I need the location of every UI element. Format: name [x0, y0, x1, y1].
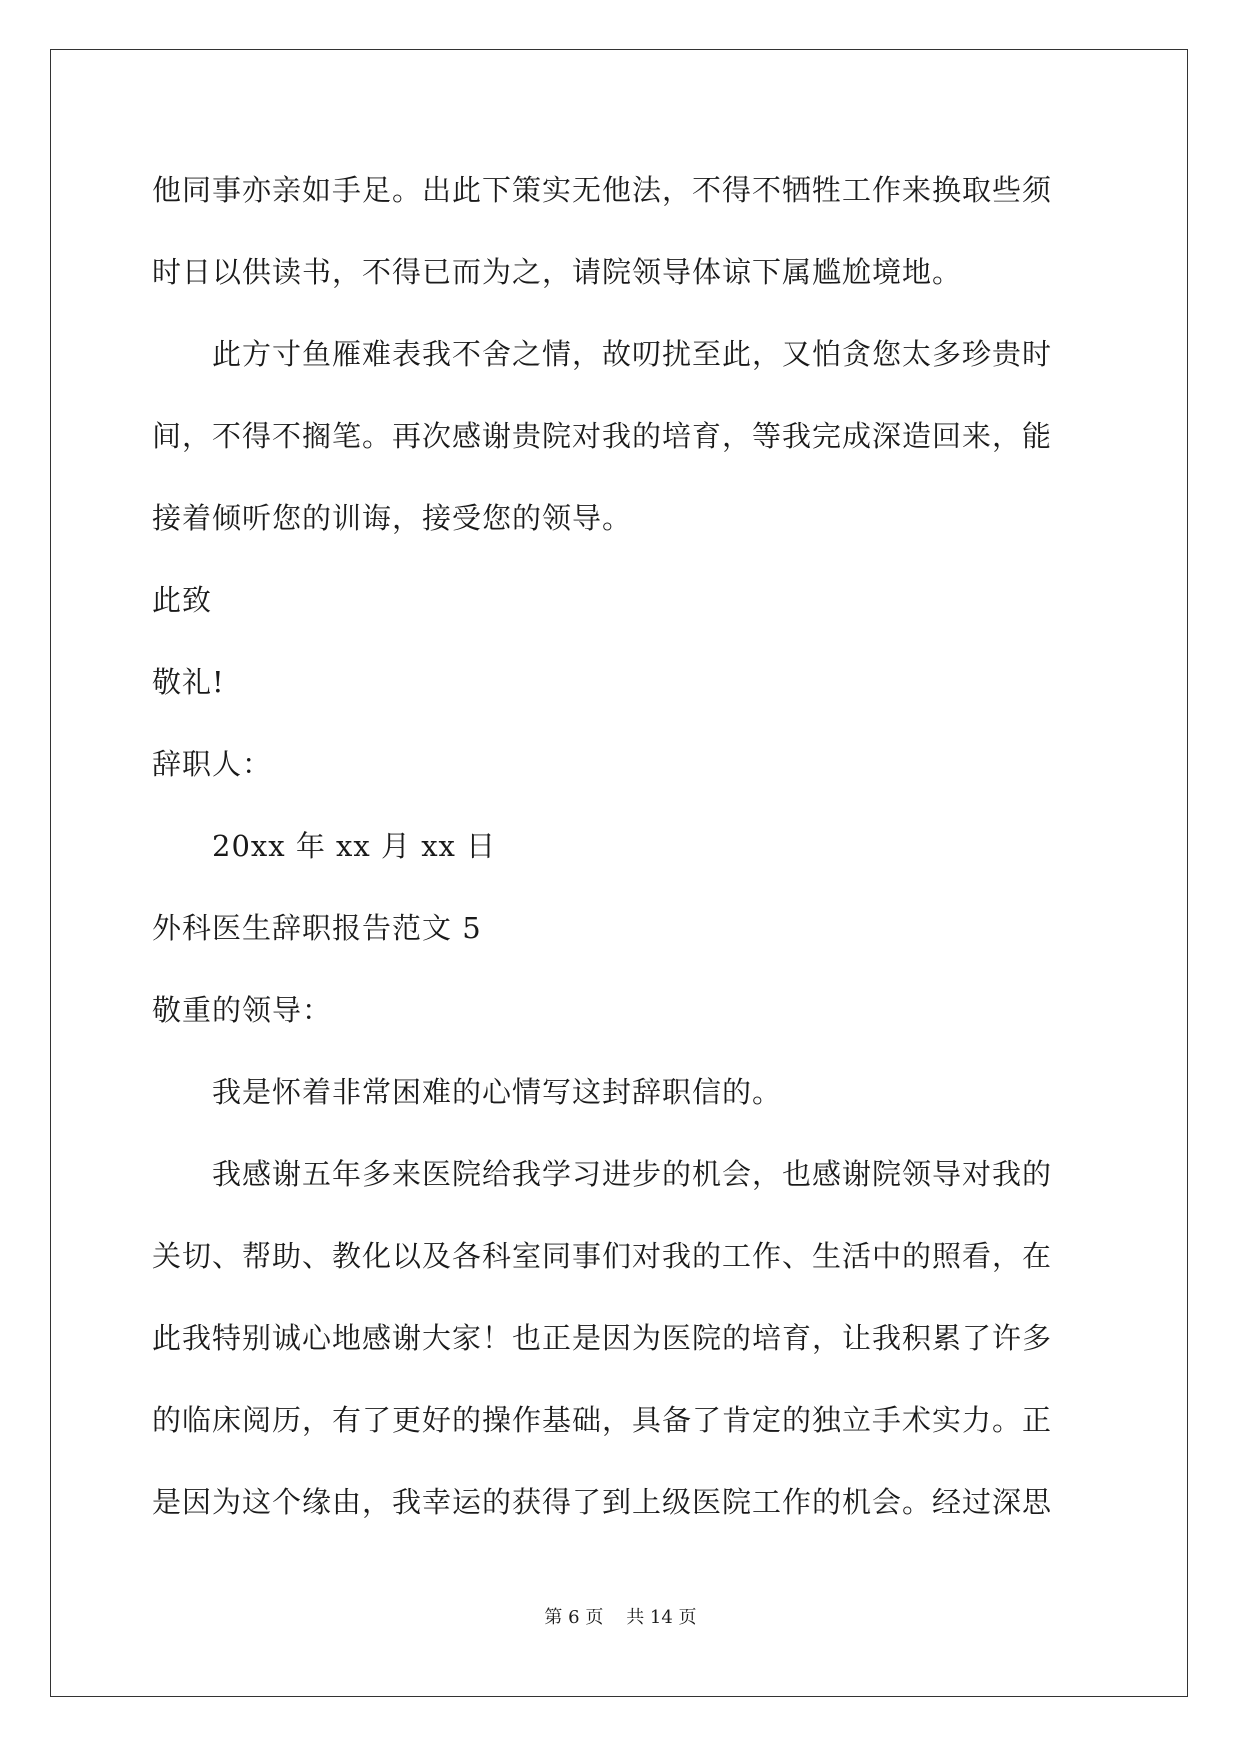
closing-salutation: 此致 [152, 583, 213, 617]
greeting: 敬重的领导： [152, 993, 333, 1027]
body-line-2: 时日以供读书，不得已而为之，请院领导体谅下属尴尬境地。 [152, 255, 963, 289]
closing-regards: 敬礼! [152, 665, 225, 699]
body-line-4: 间，不得不搁笔。再次感谢贵院对我的培育，等我完成深造回来，能 [152, 419, 1053, 453]
body-line-9: 此我特别诚心地感谢大家！也正是因为医院的培育，让我积累了许多 [152, 1321, 1053, 1355]
body-line-11: 是因为这个缘由，我幸运的获得了到上级医院工作的机会。经过深思 [152, 1485, 1053, 1519]
body-line-6: 我是怀着非常困难的心情写这封辞职信的。 [212, 1075, 783, 1109]
body-line-10: 的临床阅历，有了更好的操作基础，具备了肯定的独立手术实力。正 [152, 1403, 1053, 1437]
body-line-3: 此方寸鱼雁难表我不舍之情，故叨扰至此，又怕贪您太多珍贵时 [212, 337, 1053, 371]
page-border [50, 49, 1188, 1697]
body-line-1: 他同事亦亲如手足。出此下策实无他法，不得不牺牲工作来换取些须 [152, 173, 1053, 207]
body-line-7: 我感谢五年多来医院给我学习进步的机会，也感谢院领导对我的 [212, 1157, 1053, 1191]
section-title: 外科医生辞职报告范文 5 [152, 911, 482, 945]
body-line-8: 关切、帮助、教化以及各科室同事们对我的工作、生活中的照看，在 [152, 1239, 1053, 1273]
date-line: 20xx 年 xx 月 xx 日 [212, 829, 497, 863]
body-line-5: 接着倾听您的训诲，接受您的领导。 [152, 501, 633, 535]
page-footer: 第 6 页 共 14 页 [544, 1607, 697, 1628]
signatory-label: 辞职人： [152, 747, 273, 781]
